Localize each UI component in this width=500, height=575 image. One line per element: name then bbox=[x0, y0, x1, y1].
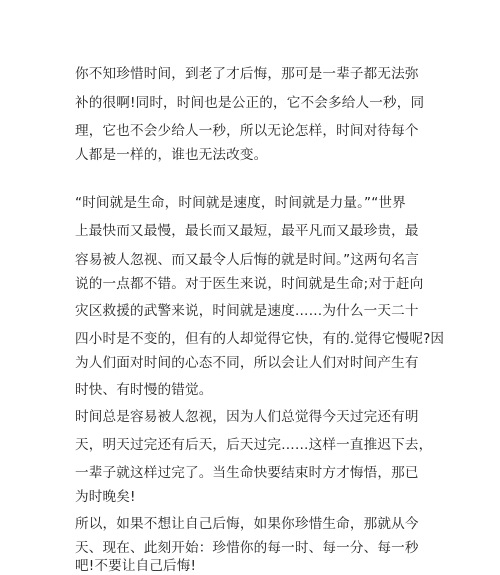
text-line: 一辈子就这样过完了。当生命快要结束时方才悔悟，那已 bbox=[75, 465, 419, 481]
text-line: 为人们面对时间的心态不同，所以会让人们对时间产生有 bbox=[75, 355, 419, 371]
text-line: 容易被人忽视、而又最令人后悔的就是时间。”这两句名言 bbox=[75, 252, 419, 268]
text-line: 时快、有时慢的错觉。 bbox=[75, 382, 213, 398]
text-line: 为时晚矣! bbox=[75, 489, 136, 505]
text-line: 四小时是不变的，但有的人却觉得它快，有的.觉得它慢呢?因 bbox=[75, 331, 445, 347]
text-line: 人都是一样的，谁也无法改变。 bbox=[75, 147, 268, 163]
text-line: 理，它也不会少给人一秒，所以无论怎样，时间对待每个 bbox=[75, 123, 419, 139]
text-line: 时间总是容易被人忽视，因为人们总觉得今天过完还有明 bbox=[75, 409, 419, 425]
text-line: “时间就是生命，时间就是速度，时间就是力量。”“世界 bbox=[75, 195, 406, 211]
text-line: 天，明天过完还有后天，后天过完……这样一直推迟下去， bbox=[75, 437, 433, 453]
text-line: 所以，如果不想让自己后悔，如果你珍惜生命，那就从今 bbox=[75, 516, 419, 532]
text-line: 你不知珍惜时间，到老了才后悔，那可是一辈子都无法弥 bbox=[75, 66, 419, 82]
text-line: 吧!不要让自己后悔! bbox=[75, 558, 197, 574]
text-line: 灾区救援的武警来说，时间就是速度……为什么一天二十 bbox=[75, 303, 419, 319]
text-line: 天、现在、此刻开始：珍惜你的每一时、每一分、每一秒 bbox=[75, 540, 419, 556]
text-line: 补的很啊!同时，时间也是公正的，它不会多给人一秒，同 bbox=[75, 95, 425, 111]
text-line: 上最快而又最慢，最长而又最短，最平凡而又最珍贵，最 bbox=[75, 223, 419, 239]
text-line: 说的一点都不错。对于医生来说，时间就是生命;对于赶向 bbox=[75, 276, 424, 292]
